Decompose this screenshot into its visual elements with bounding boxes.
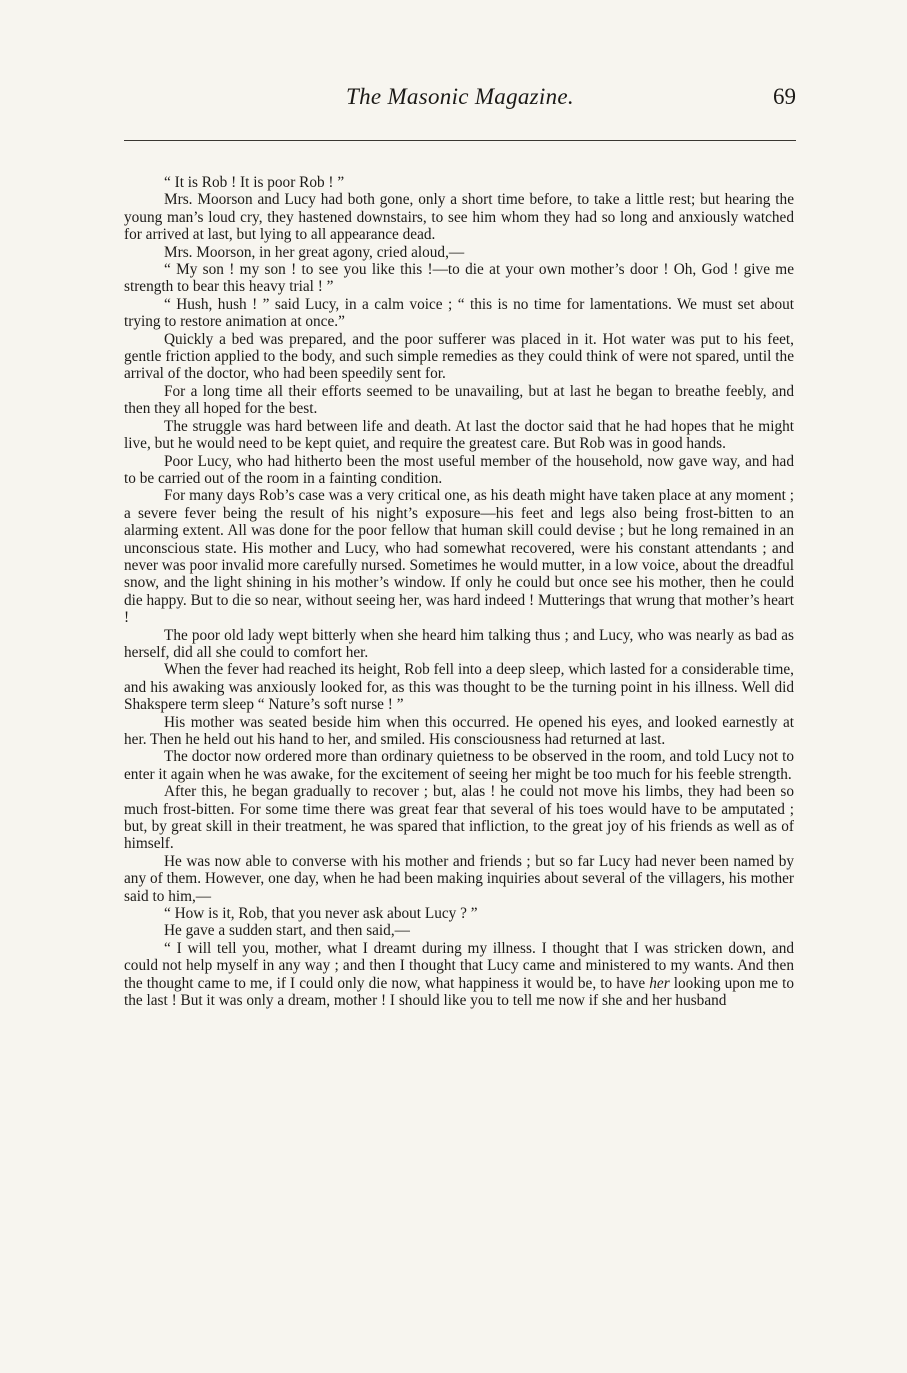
paragraph: Mrs. Moorson and Lucy had both gone, only a short time before, to take a little rest; but hearing the young man’s loud cry, they hastened downstairs, to see him whom they had so long and anxiously watched for arrived at last, but lying to all appearance dead. xyxy=(124,191,794,244)
paragraph: He gave a sudden start, and then said,— xyxy=(164,922,410,940)
paragraph: His mother was seated beside him when this occurred. He opened his eyes, and looked earnestly at her. Then he held out his hand to her, and smiled. His consciousness had returned at last. xyxy=(124,713,794,748)
running-title: The Masonic Magazine. xyxy=(346,84,574,109)
paragraph: “ Hush, hush ! ” said Lucy, in a calm voice ; “ this is no time for lamentations. We must set about trying to restore animation at once.” xyxy=(124,295,794,331)
paragraph: He was now able to converse with his mother and friends ; but so far Lucy had never been named by any of them. However, one day, when he had been making inquiries about several of the villagers, his mother said to him,— xyxy=(124,852,794,905)
article-body xyxy=(124,174,794,1010)
paragraph: For many days Rob’s case was a very critical one, as his death might have taken place at any moment ; a severe fever being the result of his night’s exposure—his feet and legs also being frost-bitten to an alarming extent. All was done for the poor fellow that human skill could devise ; but he long remained in an unconscious state. His mother and Lucy, who had somewhat recovered, were his constant attendants ; and never was poor invalid more carefully nursed. Sometimes he would mutter, in a low voice, about the dreadful snow, and the light shining in his mother’s window. If only he could but once see his mother, then he could die happy. But to die so near, without seeing her, was hard indeed ! Mutterings that wrung that mother’s heart ! xyxy=(124,487,794,627)
paragraph: The poor old lady wept bitterly when she heard him talking thus ; and Lucy, who was nearly as bad as herself, did all she could to comfort her. xyxy=(124,626,794,661)
header-rule xyxy=(124,140,796,141)
paragraph: The struggle was hard between life and death. At last the doctor said that he had hopes that he might live, but he would need to be kept quiet, and require the greatest care. But Rob was in good hands. xyxy=(124,417,794,453)
text-run: looking upon me to the last ! But it was only a dream, mother ! I should like you to tell me now if she and her husband xyxy=(124,974,794,1010)
page-header xyxy=(124,80,796,114)
paragraph: When the fever had reached its height, Rob fell into a deep sleep, which lasted for a considerable time, and his awaking was anxiously looked for, as this was thought to be the turning point in his illness. Well did Shakspere term sleep “ Nature’s soft nurse ! ” xyxy=(124,661,794,714)
paragraph: After this, he began gradually to recover ; but, alas ! he could not move his limbs, they had been so much frost-bitten. For some time there was great fear that several of his toes would have to be amputated ; but, by great skill in their treatment, he was spared that infliction, to the great joy of his friends as well as of himself. xyxy=(124,783,794,853)
paragraph: “ How is it, Rob, that you never ask about Lucy ? ” xyxy=(164,905,478,923)
paragraph: For a long time all their efforts seemed to be unavailing, but at last he began to breathe feebly, and then they all hoped for the best. xyxy=(124,382,794,418)
text-run: “ I will tell you, mother, what I dreamt during my illness. I thought that I was stricken down, and could not help myself in any way ; and then I thought that Lucy came and ministered to my wants. And then the thought came to me, if I could only die now, what happiness it would be, to have xyxy=(124,939,794,992)
paragraph: “ My son ! my son ! to see you like this !—to die at your own mother’s door ! Oh, God ! give me strength to bear this heavy trial ! ” xyxy=(124,261,794,296)
paragraph: Quickly a bed was prepared, and the poor sufferer was placed in it. Hot water was put to his feet, gentle friction applied to the body, and such simple remedies as they could think of were not spared, until the arrival of the doctor, who had been speedily sent for. xyxy=(124,330,794,383)
emphasized-word: her xyxy=(649,974,670,992)
page-number: 69 xyxy=(773,84,796,109)
paragraph: “ It is Rob ! It is poor Rob ! ” xyxy=(164,174,345,191)
paragraph: The doctor now ordered more than ordinary quietness to be observed in the room, and told Lucy not to enter it again when he was awake, for the excitement of seeing her might be too much for his feeble strength. xyxy=(124,748,794,783)
paragraph: Poor Lucy, who had hitherto been the most useful member of the household, now gave way, and had to be carried out of the room in a fainting condition. xyxy=(124,452,794,487)
paragraph: Mrs. Moorson, in her great agony, cried aloud,— xyxy=(164,243,465,261)
paragraph-last xyxy=(124,940,794,1010)
